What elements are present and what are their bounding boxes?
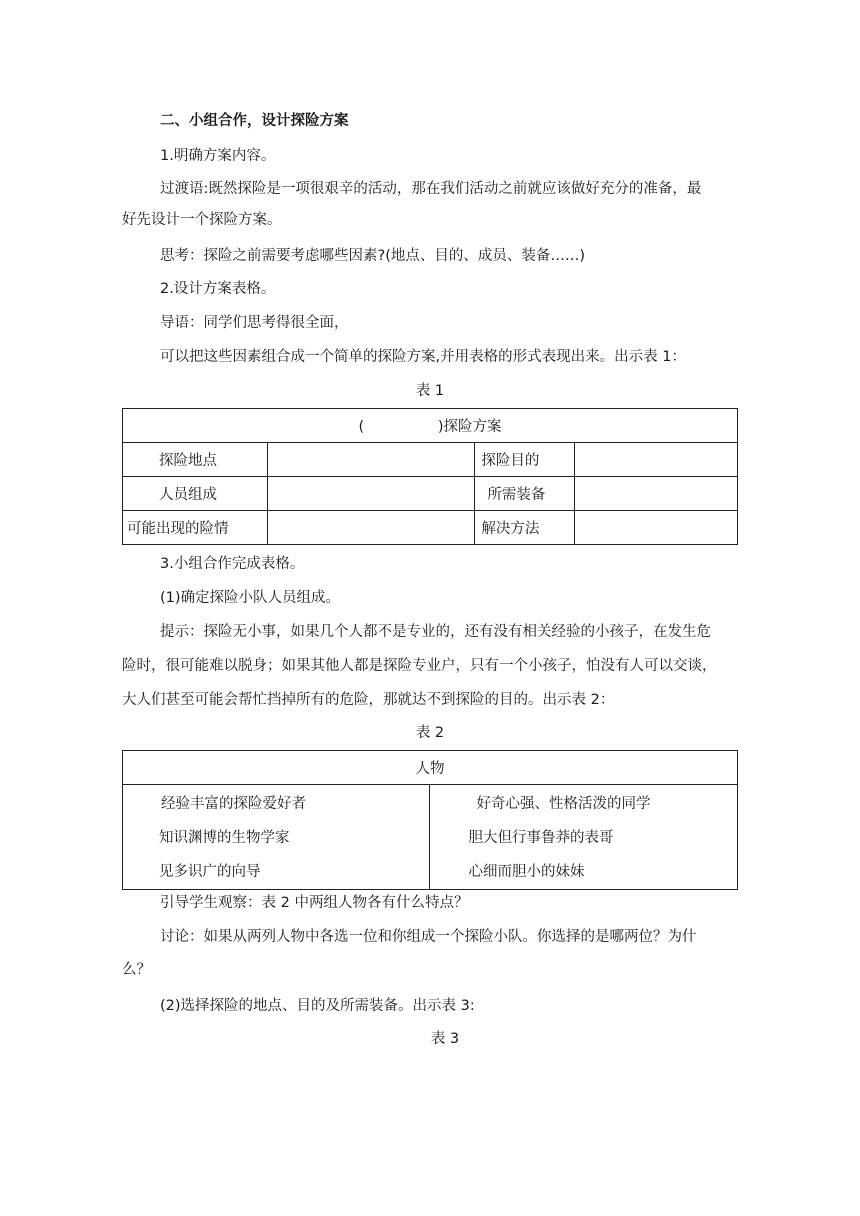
table-2-caption: 表 2 <box>415 725 445 741</box>
paragraph-12: (2)选择探险的地点、目的及所需装备。出示表 3: <box>160 998 475 1014</box>
table-1-cell <box>575 443 738 477</box>
paragraph-11-line-2: 么？ <box>122 962 151 978</box>
table-1-cell <box>267 443 475 477</box>
table-1-cell: 所需装备 <box>475 477 575 511</box>
person-item: 心细而胆小的妹妹 <box>468 864 585 880</box>
paragraph-9-line-3: 大人们甚至可能会帮忙挡掉所有的危险，那就达不到探险的目的。出示表 2： <box>122 692 615 708</box>
table-1-cell: 探险目的 <box>475 443 575 477</box>
paragraph-8: (1)确定探险小队人员组成。 <box>160 590 341 606</box>
paragraph-9-line-1: 提示：探险无小事，如果几个人都不是专业的，还有没有相关经验的小孩子，在发生危 <box>160 624 711 640</box>
paragraph-2-line-1: 过渡语:既然探险是一项很艰辛的活动，那在我们活动之前就应该做好充分的准备，最 <box>160 181 702 197</box>
paragraph-9-line-2: 险时，很可能难以脱身；如果其他人都是探险专业户，只有一个小孩子，怕没有人可以交谈， <box>122 658 717 674</box>
section-title: 二、小组合作，设计探险方案 <box>160 113 349 129</box>
table-3-caption: 表 3 <box>430 1031 460 1047</box>
person-item: 胆大但行事鲁莽的表哥 <box>468 830 614 846</box>
person-item: 好奇心强、性格活泼的同学 <box>476 796 651 812</box>
table-1-cell <box>267 511 475 545</box>
person-item: 见多识广的向导 <box>159 864 261 880</box>
table-1-caption: 表 1 <box>415 383 445 399</box>
table-1-cell: 人员组成 <box>123 477 268 511</box>
paragraph-11-line-1: 讨论：如果从两列人物中各选一位和你组成一个探险小队。你选择的是哪两位？为什 <box>160 929 697 945</box>
table-2-left-column <box>123 785 430 890</box>
paragraph-5: 导语：同学们思考得很全面， <box>160 315 349 331</box>
table-1 <box>122 408 738 545</box>
paragraph-10: 引导学生观察：表 2 中两组人物各有什么特点？ <box>160 895 469 911</box>
table-1-cell <box>267 477 475 511</box>
table-1-cell: 解决方法 <box>475 511 575 545</box>
table-2 <box>122 750 738 890</box>
table-1-cell <box>575 477 738 511</box>
table-2-header: 人物 <box>123 751 738 785</box>
paragraph-1: 1.明确方案内容。 <box>160 148 276 164</box>
table-1-header: ( )探险方案 <box>123 409 738 443</box>
paragraph-7: 3.小组合作完成表格。 <box>160 556 305 572</box>
paragraph-2-line-2: 好先设计一个探险方案。 <box>122 212 282 228</box>
table-1-cell: 探险地点 <box>123 443 268 477</box>
paragraph-6: 可以把这些因素组合成一个简单的探险方案,并用表格的形式表现出来。出示表 1： <box>160 349 686 365</box>
table-1-cell: 可能出现的险情 <box>123 511 268 545</box>
person-item: 知识渊博的生物学家 <box>159 830 290 846</box>
table-1-cell <box>575 511 738 545</box>
paragraph-3: 思考：探险之前需要考虑哪些因素?(地点、目的、成员、装备……) <box>160 248 586 264</box>
person-item: 经验丰富的探险爱好者 <box>161 796 306 812</box>
table-2-right-column <box>430 785 738 890</box>
paragraph-4: 2.设计方案表格。 <box>160 281 276 297</box>
